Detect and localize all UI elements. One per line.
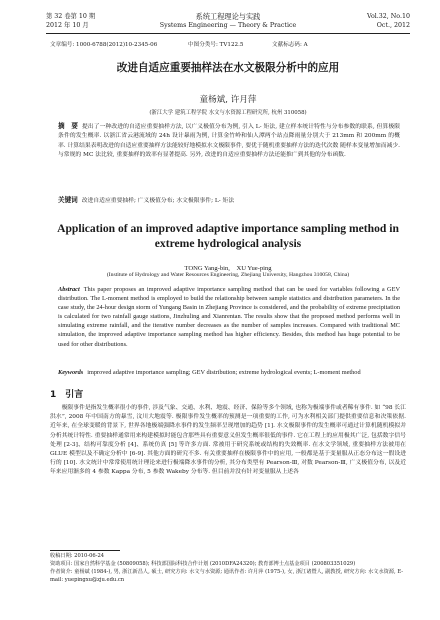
abstract-zh-label: 摘 要	[58, 122, 78, 130]
volume-issue-zh: 第 32 卷第 10 期	[46, 13, 96, 20]
keywords-zh	[58, 196, 400, 206]
document-code: 文献标志码: A	[272, 42, 308, 48]
abstract-en-text: This paper proposes an improved adaptive importance sampling method that can be used for variables following a GEV distribution. The L-moment method is employed to build the relationship between sample statistics and distribution parameters. In the case study, the 24-hour design storm of Yungang Basin in Zhejiang Province is considered, and the probability of extreme precipitation is calculated for two rainfall gauge stations, Jinzhuling and Xianrentan. The results show that the proposed method performs well in simulating extreme rainfall, and the iterative number decreases as the number of samples increases. Compared with traditional MC simulation, the improved adaptive importance sampling method has higher efficiency. Besides, this method has huge potential to be used for other distributions.	[58, 286, 400, 348]
volume-issue-en: Vol.32, No.10	[367, 13, 410, 20]
journal-name-zh: 系统工程理论与实践	[195, 12, 261, 21]
body-text-introduction: 极限事件是指发生概率很小的事件, 涉及气象、交通、水利、地震、经济、保险等多个领域, 也称为极端事件或者稀有事件. 如 “98 长江洪水”, 2008 年中国南方的暴雪, 汶川大地震等. 极限事件发生概率的预测是一项重要的工作, 可为水利相关部门提供重要信息和决策依据. 近年来, 在全球变暖的背景下, 世界各地极端强降水事件的发生频率呈现增加的趋势 [1]. 水文极限事件的发生概率可通过计算机随机模拟并分析其统计特性. 重要抽样通常用来构建模拟时能包含那些具有重要意义但发生概率很低的事件. 它在工程上的应用极其广泛, 包括数字信号处理 [2-3]、结构可靠度分析 [4]、系统仿真 [5] 等许多方面. 常被用于研究系统或结构的失效概率. 在水文学领域, 重要抽样方法被用在 GLUE 模型以及不确定分析中 [6-9]. 其他方面的研究不多. 有关重要抽样在极限事件中的应用, 一般都是基于变量服从正态分布这一假设进行的 [10]. 水文统计中常常使用统计理论来进行极端降水事件的分析, 其分布类型有 Pearson-Ⅲ, 对数 Pearson-Ⅲ, 广义极值分布, 以及近年来应用渐多的 4 参数 Kappa 分布, 5 参数 Wakeby 分布等. 但目前并没有针对变量服从上述各	[50, 405, 406, 476]
header-center	[46, 12, 410, 30]
abstract-zh-text: 提出了一种改进的自适应重要抽样方法, 以广义极值分布为例, 引入 L- 矩法, 建立样本统计特性与分布参数的联系, 但算极限条件的发生概率. 以浙江省云港流域的 24h 设计暴雨为例, 计算金竹岭和仙人潭两个站点降雨量分别大于 213mm 和 200mm 的概率. 计算结果表明改进的自适应重要抽样方法能较好地模拟水文极限事件, 要优于随机重要抽样方法的迭代次数 随样本变量增加而减少. 与常规的 MC 法比较, 重要抽样的效率有显著提高. 另外, 改进的自适应重要抽样方法还能推广到其他的分布函数.	[58, 124, 400, 159]
title-en: Application of an improved adaptive importance sampling method in extreme hydrological analysis	[57, 222, 399, 250]
abstract-en	[58, 285, 400, 349]
footnote-funding: 资助项目: 国家自然科学基金 (50809058); 科技部国际科技合作计划 (2010DFA24320); 教育部博士点基金项目 (200803351029)	[50, 560, 356, 567]
article-number: 文章编号: 1000-6788(2012)10-2345-06	[50, 42, 158, 48]
journal-name-en: Systems Engineering — Theory & Practice	[159, 22, 297, 29]
date-en: Oct., 2012	[376, 22, 410, 29]
clc-number: 中图分类号: TV122.5	[188, 42, 244, 48]
keywords-en	[58, 368, 400, 377]
keywords-zh-label: 关键词	[58, 196, 78, 204]
affiliation-zh: (浙江大学 建筑工程学院 水文与水资源工程研究所, 杭州 310058)	[149, 110, 307, 116]
header-rule	[46, 33, 410, 34]
affiliation-en: (Institute of Hydrology and Water Resources Engineering, Zhejiang University, Hangzhou 310058, China)	[106, 272, 350, 278]
footnote-rule	[50, 550, 120, 551]
header-right	[367, 12, 410, 30]
footnote	[50, 553, 406, 585]
keywords-en-label: Keywords	[58, 369, 84, 376]
keywords-en-text: improved adaptive importance sampling; GEV distribution; extreme hydrological events; L-moment method	[87, 369, 361, 376]
authors-zh: 童杨斌, 许月萍	[199, 95, 257, 105]
footnote-author-bio: 作者简介: 童杨斌 (1984-), 男, 浙江新昌人, 硕士, 研究方向: 水文与水资源; 通讯作者: 许月萍 (1975-), 女, 浙江诸暨人, 副教授, 研究方向: 水文水资源, E-mail: yuepingxu@zju.edu.cn	[50, 568, 403, 583]
keywords-zh-text: 改进自适应重要抽样; 广义极值分布; 水文极限事件; L- 矩法	[81, 198, 235, 204]
abstract-en-label: Abstract	[58, 286, 80, 293]
footnote-received: 收稿日期: 2010-06-24	[50, 553, 105, 559]
date-zh: 2012 年 10 月	[46, 22, 89, 29]
title-zh: 改进自适应重要抽样法在水文极限分析中的应用	[116, 62, 340, 74]
abstract-zh	[58, 122, 400, 161]
section-heading-introduction: 1 引言	[50, 390, 84, 400]
authors-en: TONG Yang-bin, XU Yue-ping	[184, 265, 272, 272]
